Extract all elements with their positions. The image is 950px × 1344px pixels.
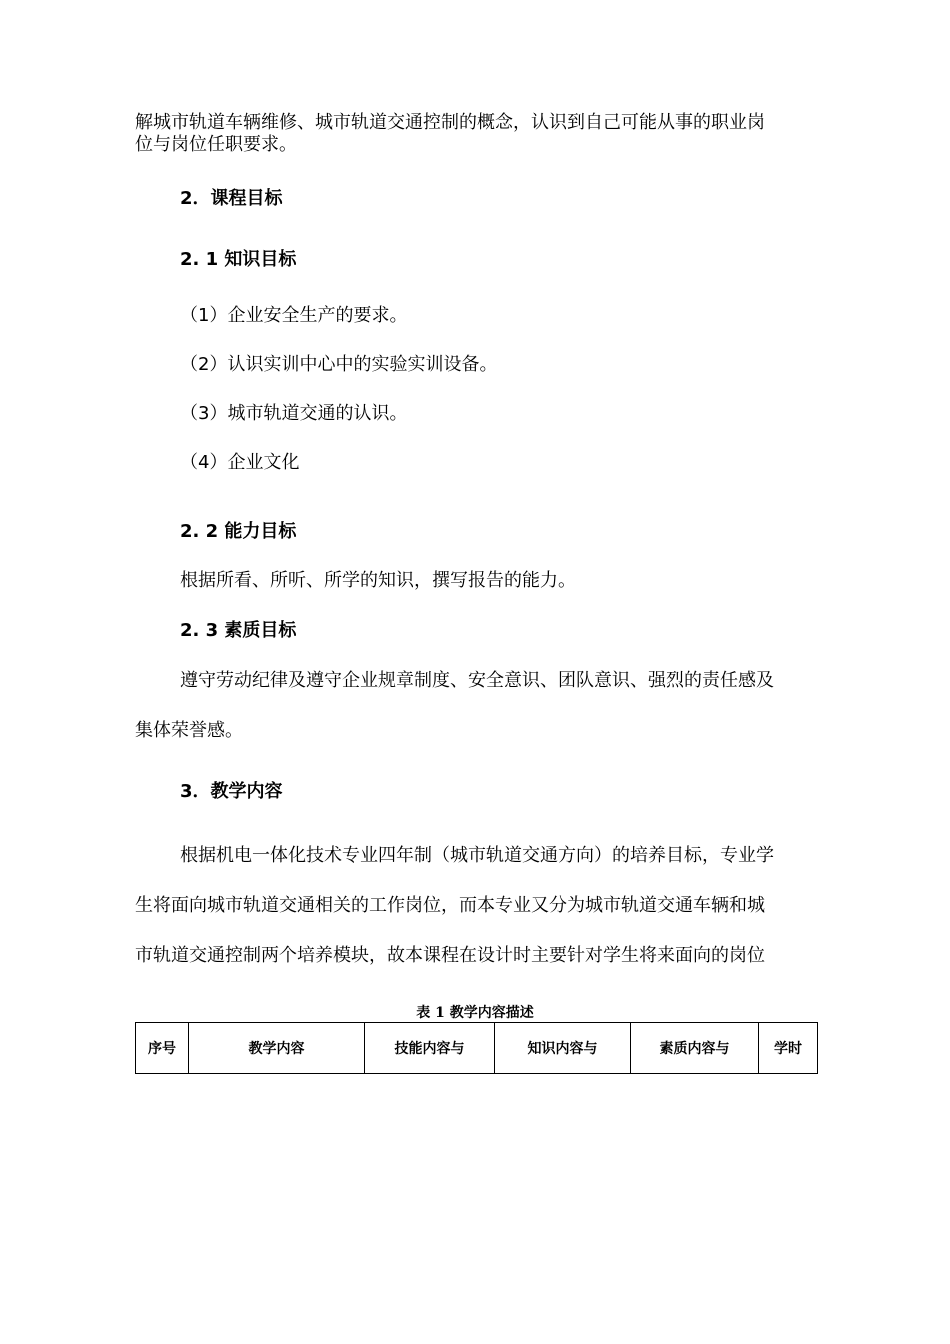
content-line-1: 根据机电一体化技术专业四年制（城市轨道交通方向）的培养目标，专业学: [180, 845, 774, 866]
knowledge-item-3: （3）城市轨道交通的认识。: [180, 403, 408, 424]
heading-course-goals: 2．课程目标: [180, 188, 283, 209]
header-knowledge-content: 知识内容与: [495, 1023, 631, 1074]
content-line-3: 市轨道交通控制两个培养模块，故本课程在设计时主要针对学生将来面向的岗位: [135, 945, 765, 966]
intro-line-1: 解城市轨道车辆维修、城市轨道交通控制的概念，认识到自己可能从事的职业岗: [135, 112, 765, 133]
knowledge-item-2: （2）认识实训中心中的实验实训设备。: [180, 354, 498, 375]
content-line-2: 生将面向城市轨道交通相关的工作岗位，而本专业又分为城市轨道交通车辆和城: [135, 895, 765, 916]
table-caption: 表 1 教学内容描述: [416, 1005, 534, 1021]
header-index: 序号: [136, 1023, 189, 1074]
teaching-content-table: [135, 1022, 818, 1074]
heading-quality-goals: 2. 3 素质目标: [180, 620, 297, 641]
table-header-row: [136, 1023, 818, 1074]
intro-line-2: 位与岗位任职要求。: [135, 134, 297, 155]
header-skill-content: 技能内容与: [365, 1023, 495, 1074]
heading-ability-goals: 2. 2 能力目标: [180, 521, 297, 542]
heading-knowledge-goals: 2. 1 知识目标: [180, 249, 297, 270]
quality-line-1: 遵守劳动纪律及遵守企业规章制度、安全意识、团队意识、强烈的责任感及: [180, 670, 774, 691]
knowledge-item-1: （1）企业安全生产的要求。: [180, 305, 408, 326]
heading-teaching-content: 3．教学内容: [180, 781, 283, 802]
ability-text: 根据所看、所听、所学的知识，撰写报告的能力。: [180, 570, 576, 591]
knowledge-item-4: （4）企业文化: [180, 452, 300, 473]
header-quality-content: 素质内容与: [631, 1023, 759, 1074]
header-hours: 学时: [759, 1023, 818, 1074]
header-teaching-content: 教学内容: [189, 1023, 365, 1074]
quality-line-2: 集体荣誉感。: [135, 720, 243, 741]
